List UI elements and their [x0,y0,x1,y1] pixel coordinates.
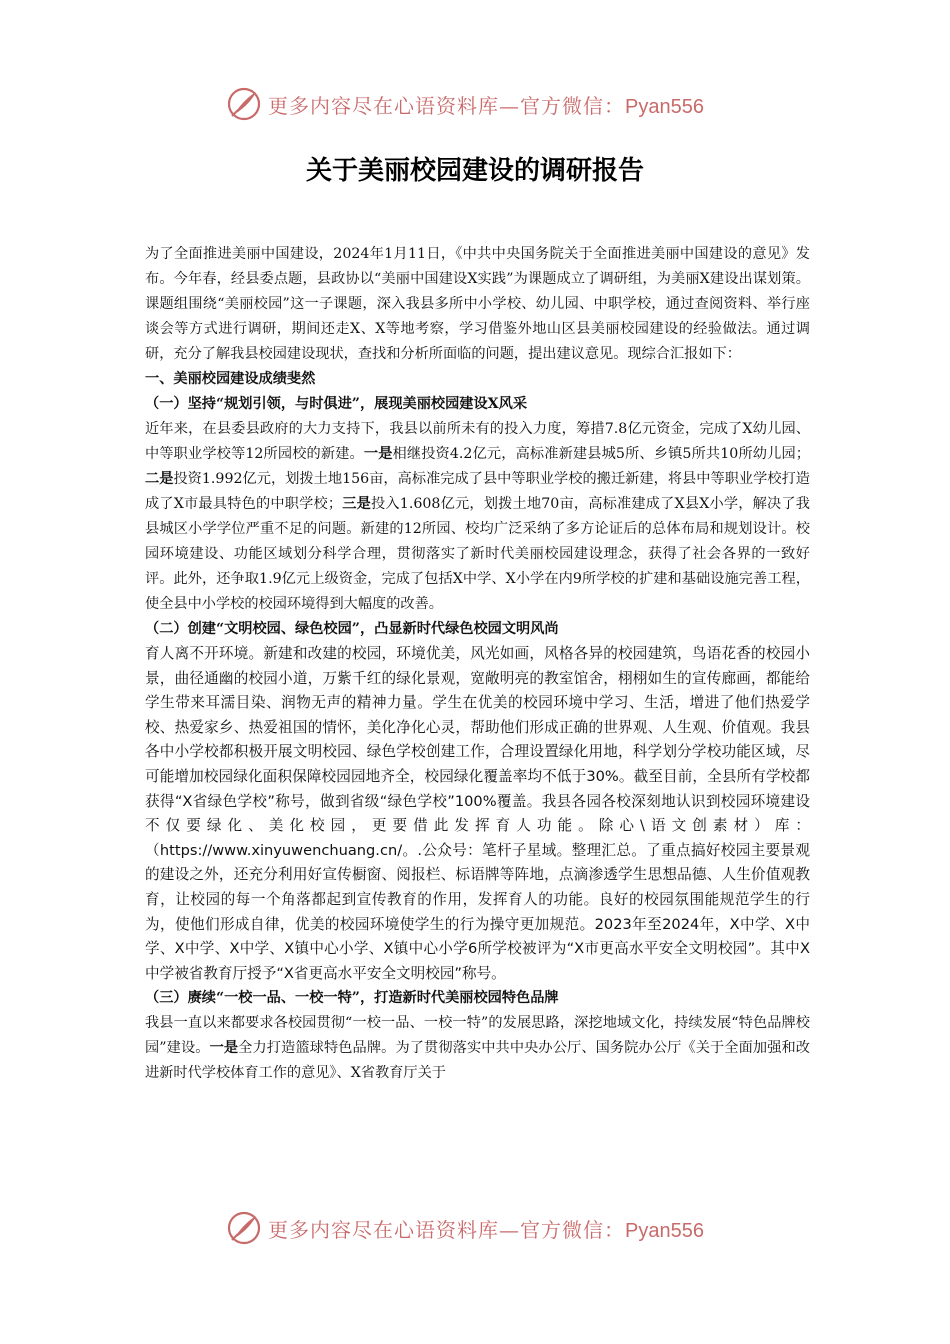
banner-text: 更多内容尽在心语资料库—官方微信：Pyan556 [268,1217,704,1242]
subsection-3-paragraph: 我县一直以来都要求各校园贯彻“一校一品、一校一特”的发展思路，深挖地域文化，持续发展“特色品牌校园”建设。一是全力打造篮球特色品牌。为了贯彻落实中共中央办公厅、国务院办公厅《关于全面加强和改进新时代学校体育工作的意见》、X省教育厅关于 [145,1015,810,1082]
footer-watermark-banner [226,1208,726,1248]
document-body [145,242,810,1086]
wechat-id: Pyan556 [625,1219,704,1242]
subsection-1-paragraph: 近年来，在县委县政府的大力支持下，我县以前所未有的投入力度，筹措7.8亿元资金，完成了X幼儿园、中等职业学校等12所园校的新建。一是相继投资4.2亿元，高标准新建县城5所、乡镇5所共10所幼儿园；二是投资1.992亿元，划拨土地156亩，高标准完成了县中等职业学校的搬迁新建，将县中等职业学校打造成了X市最具特色的中职学校；三是投入1.608亿元，划拨土地70亩，高标准建成了X县X小学，解决了我县城区小学学位严重不足的问题。新建的12所园、校均广泛采纳了多方论证后的总体布局和规划设计。校园环境建设、功能区域划分科学合理，贯彻落实了新时代美丽校园建设理念，获得了社会各界的一致好评。此外，还争取1.9亿元上级资金，完成了包括X中学、X小学在内9所学校的扩建和基础设施完善工程，使全县中小学校的校园环境得到大幅度的改善。 [145,421,810,612]
quill-pen-logo-icon [226,86,262,122]
subsection-2-paragraph: 育人离不开环境。新建和改建的校园，环境优美，风光如画，风格各异的校园建筑，鸟语花香的校园小景，曲径通幽的校园小道，万紫千红的绿化景观，宽敞明亮的教室馆舍，栩栩如生的宣传廊画，都能给学生带来耳濡目染、润物无声的精神力量。学生在优美的校园环境中学习、生活，增进了他们热爱学校、热爱家乡、热爱祖国的情怀，美化净化心灵，帮助他们形成正确的世界观、人生观、价值观。我县各中小学校都积极开展文明校园、绿色学校创建工作，合理设置绿化用地，科学划分学校功能区域，尽可能增加校园绿化面积保障校园园地齐全，校园绿化覆盖率均不低于30%。截至目前，全县所有学校都获得“X省绿色学校”称号，做到省级“绿色学校”100%覆盖。我县各园各校深刻地认识到校园环境建设不仅要绿化、美化校园，更要借此发挥育人功能。除心\语文创素材）库：（https://www.xinyuwenchuang.cn/。.公众号：笔杆子星域。整理汇总。了重点搞好校园主要景观的建设之外，还充分利用好宣传橱窗、阅报栏、标语牌等阵地，点滴渗透学生思想品德、人生价值观教育，让校园的每一个角落都起到宣传教育的作用，发挥育人的功能。良好的校园氛围能规范学生的行为，使他们形成自律，优美的校园环境使学生的行为操守更加规范。2023年至2024年，X中学、X中学、X中学、X中学、X镇中心小学、X镇中心小学6所学校被评为“X市更高水平安全文明校园”。其中X中学被省教育厅授予“X省更高水平安全文明校园”称号。 [145,645,810,982]
document-title: 关于美丽校园建设的调研报告 [305,156,644,186]
banner-text: 更多内容尽在心语资料库—官方微信：Pyan556 [268,93,704,118]
quill-pen-logo-icon [226,1210,262,1246]
header-watermark-banner [226,84,726,124]
subsection-heading-3: （三）赓续“一校一品、一校一特”，打造新时代美丽校园特色品牌 [145,990,559,1007]
subsection-heading-2: （二）创建“文明校园、绿色校园”，凸显新时代绿色校园文明风尚 [145,621,559,637]
intro-paragraph: 为了全面推进美丽中国建设，2024年1月11日，《中共中央国务院关于全面推进美丽中国建设的意见》发布。今年春，经县委点题，县政协以“美丽中国建设X实践”为课题成立了调研组，为美丽X建设出谋划策。课题组围绕“美丽校园”这一子课题，深入我县多所中小学校、幼儿园、中职学校，通过查阅资料、举行座谈会等方式进行调研，期间还走X、X等地考察，学习借鉴外地山区县美丽校园建设的经验做法。通过调研，充分了解我县校园建设现状，查找和分析所面临的问题，提出建议意见。现综合汇报如下： [145,246,810,362]
section-heading-1: 一、美丽校园建设成绩斐然 [145,371,316,387]
wechat-id: Pyan556 [625,95,704,118]
subsection-heading-1: （一）坚持“规划引领，与时俱进”，展现美丽校园建设X风采 [145,396,528,412]
